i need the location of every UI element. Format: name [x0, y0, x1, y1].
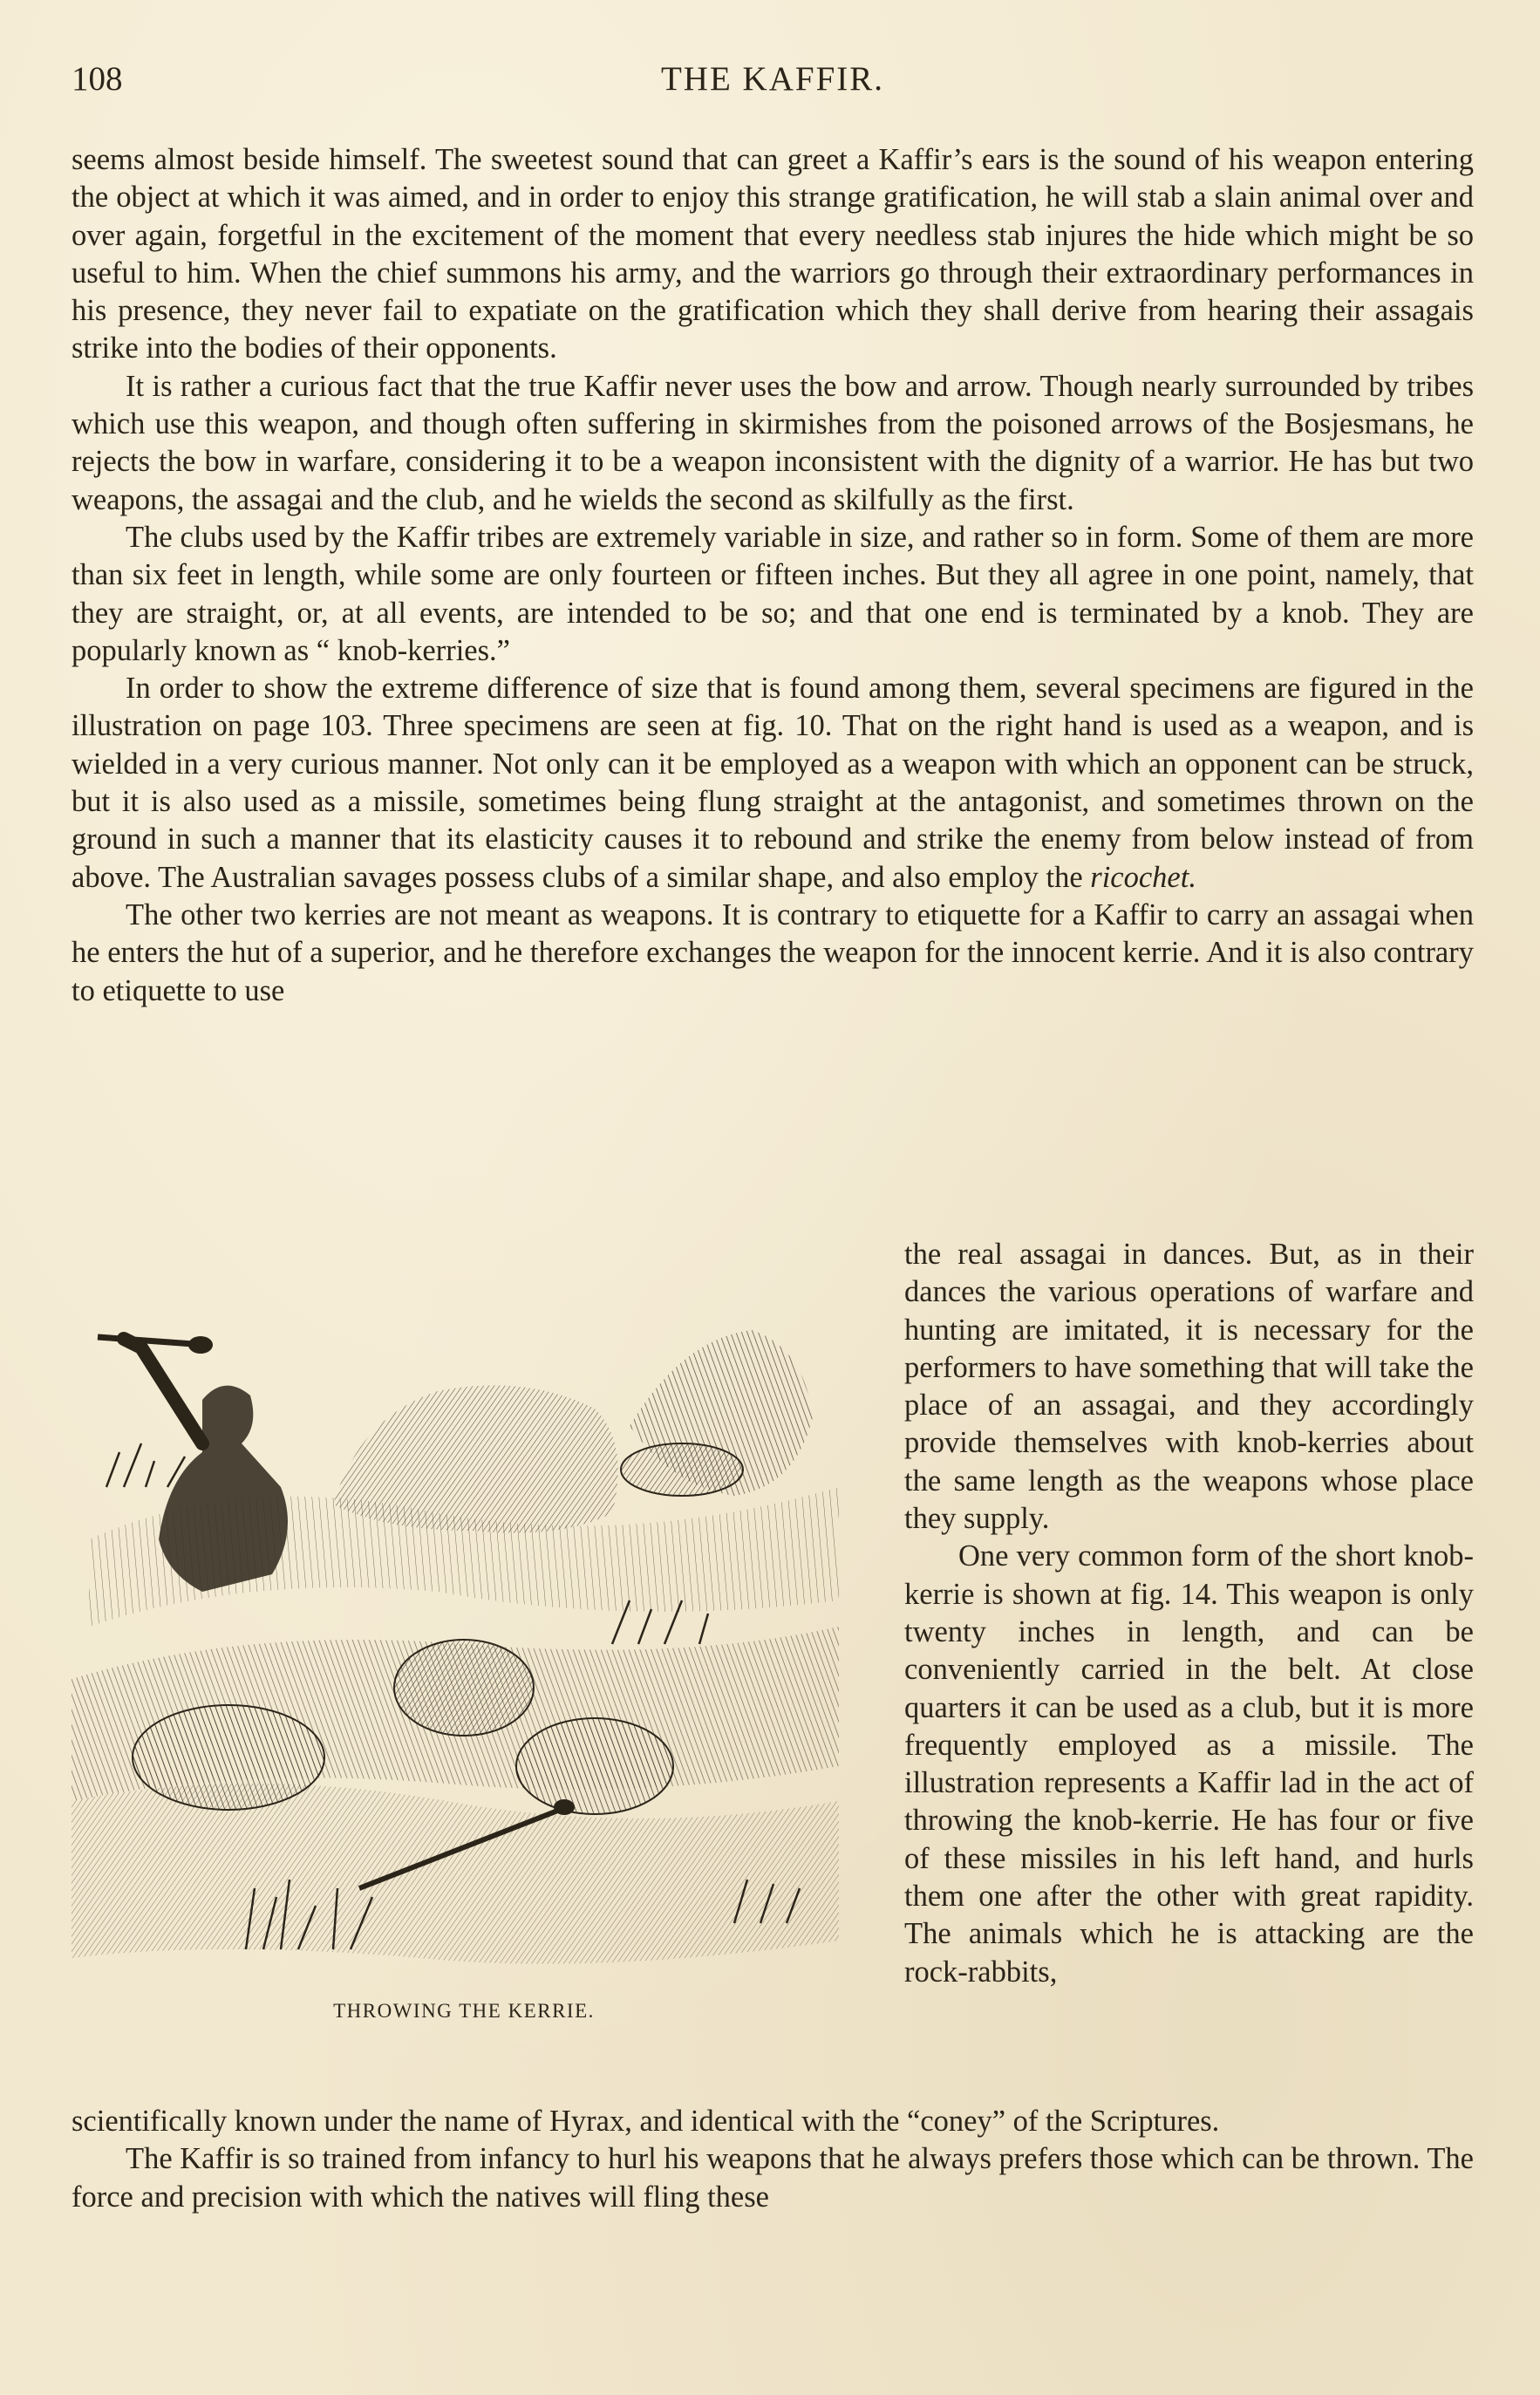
- running-title: THE KAFFIR.: [660, 60, 885, 98]
- body-text-bottom: [72, 2103, 1474, 2216]
- kerrie-club: [98, 1337, 194, 1344]
- bottom-paragraph-1: scientifically known under the name of Hyrax, and identical with the “coney” of the Scriptures.: [72, 2105, 1220, 2138]
- rock-rabbit: [621, 1443, 743, 1496]
- figure-caption: THROWING THE KERRIE.: [333, 2000, 595, 2022]
- body-text-top: [72, 141, 1474, 1010]
- engraving-illustration: [72, 1313, 856, 1982]
- paragraph-4: [72, 670, 1474, 897]
- page-header: [72, 59, 1474, 112]
- illustration-throwing-kerrie: [72, 1313, 856, 2022]
- paragraph-3: The clubs used by the Kaffir tribes are extremely variable in size, and rather so in form. Some of them are more than six feet in length, while some are only fourteen or fifteen inches. But they all agree in one point, namely, that they are straight, or, at all events, are intended to be so; and that one end is terminated by a knob. They are popularly known as “ knob-kerries.”: [72, 520, 1474, 667]
- italic-word: ricochet.: [1090, 860, 1196, 894]
- paragraph-2: It is rather a curious fact that the true Kaffir never uses the bow and arrow. Though nearly surrounded by tribes which use this weapon, and though often suffering in skirmishes from the poisoned arrows of the Bosjesmans, he rejects the bow in warfare, considering it to be a weapon inconsistent with the dignity of a warrior. He has but two weapons, the assagai and the club, and he wields the second as skilfully as the first.: [72, 369, 1474, 516]
- bottom-paragraph-2: The Kaffir is so trained from infancy to hurl his weapons that he always prefers those which can be thrown. The force and precision with which the natives will fling these: [72, 2142, 1474, 2214]
- paragraph-4-text: In order to show the extreme difference of size that is found among them, several specimens are figured in the illustration on page 103. Three specimens are seen at fig. 10. That on the right hand is used as a weapon, and is wielded in a very curious manner. Not only can it be employed as a weapon with which an opponent can be struck, but it is also used as a missile, sometimes being flung straight at the antagonist, and sometimes thrown on the ground in such a manner that its elasticity causes it to rebound and strike the enemy from below instead of from above. The Australian savages possess clubs of a similar shape, and also employ the: [72, 672, 1474, 894]
- thrown-kerrie-knob: [554, 1799, 575, 1815]
- wrap-paragraph-2: One very common form of the short knob-kerrie is shown at fig. 14. This weapon is only twenty inches in length, and can be conveniently carried in the belt. At close quarters it can be used as a club, but it is more frequently employed as a missile. The illustration represents a Kaffir lad in the act of throwing the knob-kerrie. He has four or five of these missiles in his left hand, and hurls them one after the other with great rapidity. The animals which he is attacking are the rock-rabbits,: [904, 1539, 1474, 1989]
- ground-shape: [72, 1784, 839, 1964]
- body-text-wrap-column: [904, 1236, 1474, 1991]
- rock-rabbit: [394, 1640, 534, 1736]
- paragraph-1: seems almost beside himself. The sweetest sound that can greet a Kaffir’s ears is the sound of his weapon entering the object at which it was aimed, and in order to enjoy this strange gratification, he will stab a slain animal over and over again, forgetful in the excitement of the moment that every needless stab injures the hide which might be so useful to him. When the chief summons his army, and the warriors go through their extraordinary performances in his presence, they never fail to expatiate on the gratification which they shall derive from hearing their assagais strike into the bodies of their opponents.: [72, 143, 1474, 365]
- lad-arm: [124, 1339, 202, 1443]
- grass-tuft: [106, 1443, 185, 1487]
- paragraph-5: The other two kerries are not meant as weapons. It is contrary to etiquette for a Kaffir to carry an assagai when he enters the hut of a superior, and he therefore exchanges the weapon for the innocent kerrie. And it is also contrary to etiquette to use: [72, 897, 1474, 1007]
- page-number: 108: [72, 60, 123, 98]
- wrap-paragraph-1: the real assagai in dances. But, as in their dances the various operations of warfare and hunting are imitated, it is necessary for the performers to have something that will take the place of an assagai, and they accordingly provide themselves with knob-kerries about the same length as the weapons whose place they supply.: [904, 1238, 1474, 1536]
- rock-rabbit: [516, 1718, 673, 1814]
- kerrie-knob: [188, 1336, 213, 1354]
- rock-rabbit: [133, 1705, 324, 1810]
